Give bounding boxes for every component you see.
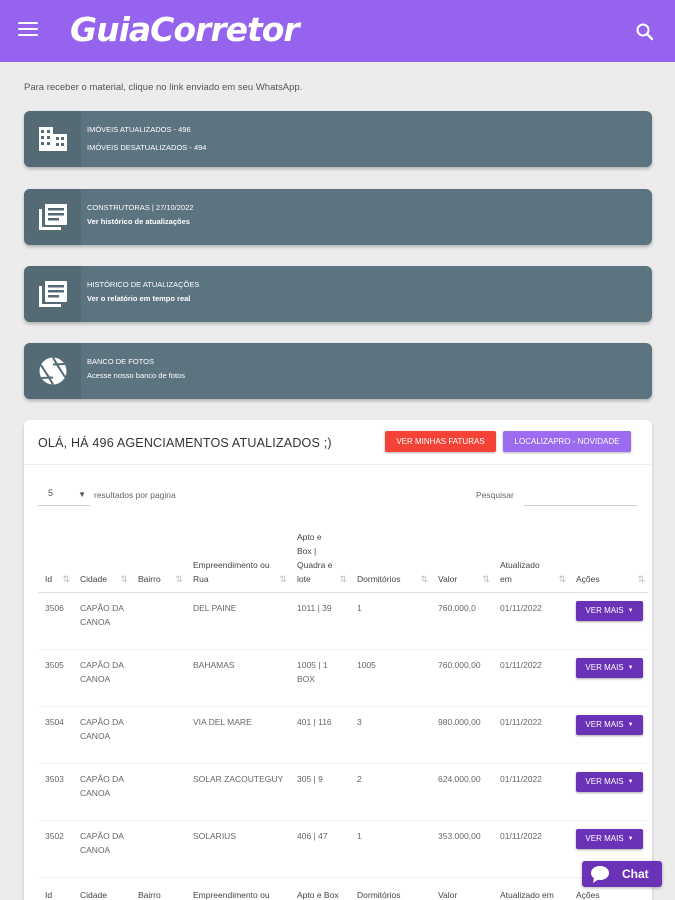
column-header-id[interactable]: Id ⇅ xyxy=(38,530,73,593)
footer-cell: Empreendimento ou xyxy=(193,890,270,900)
column-header-empreendimento[interactable]: Empreendimento ou Rua ⇅ xyxy=(186,530,290,593)
search-icon[interactable] xyxy=(635,22,655,42)
cell-atualizado: 01/11/2022 xyxy=(493,764,569,821)
table-row xyxy=(38,593,648,650)
caret-down-icon: ▼ xyxy=(627,722,634,728)
footer-cell: Bairro xyxy=(138,890,161,900)
sort-icon: ⇅ xyxy=(482,574,490,584)
whatsapp-notice: Para receber o material, clique no link enviado em seu WhatsApp. xyxy=(24,82,303,93)
footer-cell: Valor xyxy=(438,890,458,900)
card-imoveis-atualizados[interactable] xyxy=(24,111,652,167)
cell-empreendimento: BAHAMAS xyxy=(186,650,290,707)
column-header-acoes[interactable]: Ações ⇅ xyxy=(569,530,648,593)
card-historico[interactable] xyxy=(24,266,652,322)
card-line1: CONSTRUTORAS | 27/10/2022 xyxy=(87,203,194,212)
caret-down-icon: ▼ xyxy=(627,608,634,614)
cell-cidade: CAPÃO DA CANOA xyxy=(73,764,131,821)
view-invoices-button[interactable]: VER MINHAS FATURAS xyxy=(385,431,496,452)
ver-mais-button[interactable]: VER MAIS ▼ xyxy=(576,715,643,735)
table-row xyxy=(38,764,648,821)
top-app-bar xyxy=(0,0,675,62)
cell-acoes xyxy=(569,707,648,764)
card-line1: IMÓVEIS ATUALIZADOS - 496 xyxy=(87,125,191,134)
cell-apto: 305 | 9 xyxy=(290,764,350,821)
ver-mais-button[interactable]: VER MAIS ▼ xyxy=(576,829,643,849)
footer-cell: Apto e Box xyxy=(297,890,339,900)
sort-icon: ⇅ xyxy=(637,574,645,584)
cell-acoes xyxy=(569,650,648,707)
listings-panel xyxy=(24,420,652,900)
panel-title: OLÁ, HÁ 496 AGENCIAMENTOS ATUALIZADOS ;) xyxy=(38,436,332,450)
cell-apto: 1011 | 39 xyxy=(290,593,350,650)
building-icon xyxy=(24,111,81,167)
sort-icon: ⇅ xyxy=(62,574,70,584)
footer-cell: Dormitórios xyxy=(357,890,401,900)
cell-bairro xyxy=(131,821,186,878)
column-header-dormitorios[interactable]: Dormitórios ⇅ xyxy=(350,530,431,593)
cell-id: 3506 xyxy=(38,593,73,650)
cell-dormitorios: 1 xyxy=(350,821,431,878)
footer-cell: Cidade xyxy=(80,890,107,900)
menu-icon[interactable] xyxy=(18,22,38,38)
card-banco-fotos[interactable] xyxy=(24,343,652,399)
page-size-value: 5 xyxy=(48,488,54,498)
page-size-select[interactable] xyxy=(38,484,90,506)
ver-mais-button[interactable]: VER MAIS ▼ xyxy=(576,601,643,621)
card-line1: HISTÓRICO DE ATUALIZAÇÕES xyxy=(87,280,200,289)
column-header-valor[interactable]: Valor ⇅ xyxy=(431,530,493,593)
cell-acoes xyxy=(569,593,648,650)
card-construtoras[interactable] xyxy=(24,189,652,245)
cell-atualizado: 01/11/2022 xyxy=(493,707,569,764)
footer-cell: Id xyxy=(45,890,53,900)
cell-atualizado: 01/11/2022 xyxy=(493,821,569,878)
column-header-apto[interactable]: Apto e Box | Quadra e lote ⇅ xyxy=(290,530,350,593)
table-row xyxy=(38,707,648,764)
cell-valor: 760.000,00 xyxy=(431,650,493,707)
caret-down-icon: ▼ xyxy=(627,665,634,671)
cell-dormitorios: 1 xyxy=(350,593,431,650)
cell-valor: 760.000,0 xyxy=(431,593,493,650)
sort-icon: ⇅ xyxy=(120,574,128,584)
cell-cidade: CAPÃO DA CANOA xyxy=(73,707,131,764)
camera-shutter-icon xyxy=(24,343,81,399)
sort-icon: ⇅ xyxy=(339,574,347,584)
column-header-atualizado[interactable]: Atualizado em ⇅ xyxy=(493,530,569,593)
divider xyxy=(24,464,652,465)
cell-empreendimento: SOLAR ZACOUTEGUY xyxy=(186,764,290,821)
cell-empreendimento: DEL PAINE xyxy=(186,593,290,650)
cell-valor: 624.000,00 xyxy=(431,764,493,821)
ver-mais-button[interactable]: VER MAIS ▼ xyxy=(576,772,643,792)
cell-acoes xyxy=(569,764,648,821)
cell-apto: 406 | 47 xyxy=(290,821,350,878)
cell-dormitorios: 2 xyxy=(350,764,431,821)
search-label: Pesquisar xyxy=(476,490,514,500)
cell-dormitorios: 1005 xyxy=(350,650,431,707)
cell-atualizado: 01/11/2022 xyxy=(493,650,569,707)
footer-cell: Ações xyxy=(576,890,600,900)
cell-id: 3502 xyxy=(38,821,73,878)
sort-icon: ⇅ xyxy=(175,574,183,584)
listings-table xyxy=(38,530,648,900)
caret-down-icon: ▼ xyxy=(627,836,634,842)
card-line2: Ver histórico de atualizações xyxy=(87,217,190,226)
cell-cidade: CAPÃO DA CANOA xyxy=(73,650,131,707)
cell-apto: 401 | 116 xyxy=(290,707,350,764)
cell-bairro xyxy=(131,764,186,821)
card-line2: Acesse nosso banco de fotos xyxy=(87,371,185,380)
cell-id: 3504 xyxy=(38,707,73,764)
chevron-down-icon: ▼ xyxy=(78,490,86,499)
cell-bairro xyxy=(131,707,186,764)
cell-atualizado: 01/11/2022 xyxy=(493,593,569,650)
caret-down-icon: ▼ xyxy=(627,779,634,785)
cell-dormitorios: 3 xyxy=(350,707,431,764)
chat-button[interactable] xyxy=(582,861,662,887)
chat-bubble-icon xyxy=(590,865,610,883)
cell-empreendimento: VIA DEL MARE xyxy=(186,707,290,764)
cell-empreendimento: SOLARIUS xyxy=(186,821,290,878)
cell-id: 3505 xyxy=(38,650,73,707)
cell-apto: 1005 | 1 BOX xyxy=(290,650,350,707)
localizapro-button[interactable]: LOCALIZAPRO - NOVIDADE xyxy=(503,431,631,452)
ver-mais-button[interactable]: VER MAIS ▼ xyxy=(576,658,643,678)
table-row xyxy=(38,821,648,878)
cell-cidade: CAPÃO DA CANOA xyxy=(73,821,131,878)
cell-cidade: CAPÃO DA CANOA xyxy=(73,593,131,650)
card-line2: Ver o relatório em tempo real xyxy=(87,294,191,303)
sort-icon: ⇅ xyxy=(558,574,566,584)
cell-valor: 980.000,00 xyxy=(431,707,493,764)
table-search-input[interactable] xyxy=(524,484,637,506)
chat-label: Chat xyxy=(622,867,649,881)
cell-bairro xyxy=(131,593,186,650)
library-books-icon xyxy=(24,266,81,322)
cell-bairro xyxy=(131,650,186,707)
card-line1: BANCO DE FOTOS xyxy=(87,357,154,366)
cell-id: 3503 xyxy=(38,764,73,821)
table-row xyxy=(38,650,648,707)
column-header-bairro[interactable]: Bairro ⇅ xyxy=(131,530,186,593)
footer-cell: Atualizado em xyxy=(500,890,554,900)
column-header-cidade[interactable]: Cidade ⇅ xyxy=(73,530,131,593)
sort-icon: ⇅ xyxy=(420,574,428,584)
sort-icon: ⇅ xyxy=(279,574,287,584)
cell-valor: 353.000,00 xyxy=(431,821,493,878)
card-line2: IMÓVEIS DESATUALIZADOS - 494 xyxy=(87,143,207,152)
library-books-icon xyxy=(24,189,81,245)
table-footer-row xyxy=(38,878,648,900)
results-per-page-label: resultados por pagina xyxy=(94,490,176,500)
app-logo[interactable]: GuiaCorretor xyxy=(70,10,299,49)
